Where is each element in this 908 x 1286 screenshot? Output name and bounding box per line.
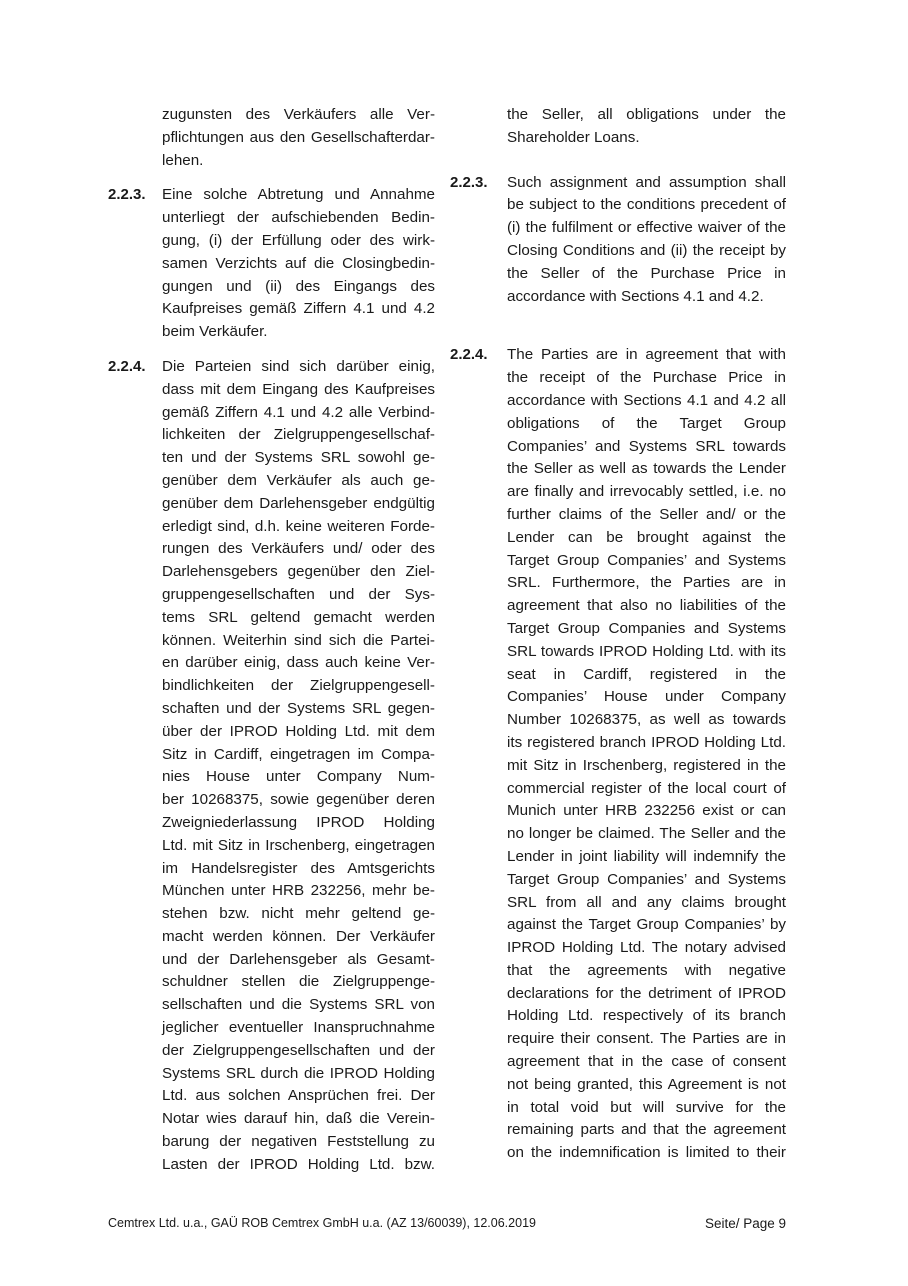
english-column xyxy=(450,104,786,1177)
text-line: Munich unter HRB 232256 exist or can xyxy=(507,802,786,820)
text-line: that the agreements with negative xyxy=(507,961,786,979)
text-line: Notar wies darauf hin, daß die Verein- xyxy=(162,1110,435,1128)
text-line: rungen des Verkäufers und/ oder des xyxy=(162,540,435,558)
text-line: declarations for the detriment of IPROD xyxy=(507,984,786,1002)
german-column xyxy=(108,104,435,1189)
section-text xyxy=(507,104,786,150)
text-line: über der IPROD Holding Ltd. mit dem xyxy=(162,722,435,740)
text-line: Shareholder Loans. xyxy=(507,128,640,146)
text-line: Target Group Companies’ and Systems xyxy=(507,870,786,888)
text-line: the Seller of the Purchase Price in xyxy=(507,264,786,282)
text-line: seat in Cardiff, registered in the xyxy=(507,665,786,683)
text-line: the receipt of the Purchase Price in xyxy=(507,369,786,387)
text-line: Ltd. aus solchen Ansprüchen frei. Der xyxy=(162,1087,435,1105)
text-line: unterliegt der aufschiebenden Bedin- xyxy=(162,209,435,227)
footer-reference: Cemtrex Ltd. u.a., GAÜ ROB Cemtrex GmbH u.a. (AZ 13/60039), 12.06.2019 xyxy=(108,1216,536,1230)
text-line: obligations of the Target Group xyxy=(507,414,786,432)
text-line: lehen. xyxy=(162,151,204,169)
text-line: the Seller, all obligations under the xyxy=(507,106,786,123)
text-line: dass mit dem Eingang des Kaufpreises xyxy=(162,380,435,398)
text-line: bindlichkeiten der Zielgruppengesell- xyxy=(162,677,435,695)
section-text xyxy=(507,172,786,309)
text-line: Eine solche Abtretung und Annahme xyxy=(162,186,435,204)
text-line: sellschaften und die Systems SRL von xyxy=(162,996,435,1014)
text-line: in total void but will survive for the xyxy=(507,1098,786,1116)
text-line: gruppengesellschaften und der Sys- xyxy=(162,585,435,603)
text-line: jeglicher eventueller Inanspruchnahme xyxy=(162,1019,435,1037)
text-line: Systems SRL durch die IPROD Holding xyxy=(162,1064,435,1082)
page-number: Seite/ Page 9 xyxy=(704,1216,786,1231)
text-line: lichkeiten der Zielgruppengesellschaf- xyxy=(162,426,435,444)
text-line: macht werden können. Der Verkäufer xyxy=(162,927,435,945)
text-line: genüber dem Verkäufer als auch ge- xyxy=(162,471,435,489)
text-line: gung, (i) der Erfüllung oder des wirk- xyxy=(162,231,435,249)
section-number: 2.2.4. xyxy=(450,346,488,364)
text-line: können. Weiterhin sind sich die Partei- xyxy=(162,631,435,649)
text-line: Closing Conditions and (ii) the receipt by xyxy=(507,241,786,259)
text-line: its registered branch IPROD Holding Ltd. xyxy=(507,733,786,751)
text-line: accordance with Sections 4.1 and 4.2 all xyxy=(507,391,786,409)
text-line: Zweigniederlassung IPROD Holding xyxy=(162,813,435,831)
text-line: Die Parteien sind sich darüber einig, xyxy=(162,357,435,375)
section-paragraph xyxy=(108,104,435,172)
text-line: SRL towards IPROD Holding Ltd. with its xyxy=(507,642,786,660)
text-line: Number 10268375, as well as towards xyxy=(507,711,786,729)
text-line: schuldner stellen die Zielgruppenge- xyxy=(162,973,435,991)
text-line: against the Target Group Companies’ by xyxy=(507,916,786,934)
text-line: und der Darlehensgeber als Gesamt- xyxy=(162,950,435,968)
text-line: schaften und der Systems SRL gegen- xyxy=(162,699,435,717)
text-line: Kaufpreises gemäß Ziffern 4.1 und 4.2 xyxy=(162,300,435,318)
section-text xyxy=(507,344,786,1165)
text-line: commercial register of the local court of xyxy=(507,779,786,797)
text-line: IPROD Holding Ltd. The notary advised xyxy=(507,939,786,957)
text-line: zugunsten des Verkäufers alle Ver- xyxy=(162,106,435,123)
text-line: beim Verkäufer. xyxy=(162,323,268,341)
section-paragraph xyxy=(450,344,786,1165)
section-number: 2.2.4. xyxy=(108,357,146,375)
text-line: gungen und (ii) des Eingangs des xyxy=(162,277,435,295)
text-line: Lender in joint liability will indemnify the xyxy=(507,847,786,865)
text-line: Companies’ House under Company xyxy=(507,688,786,706)
text-line: are finally and irrevocably settled, i.e. no xyxy=(507,483,786,501)
text-line: not being granted, this Agreement is not xyxy=(507,1075,786,1093)
text-line: Ltd. mit Sitz in Irschenberg, eingetragen xyxy=(162,836,435,854)
text-line: pflichtungen aus den Gesellschafterdar- xyxy=(162,128,435,146)
section-text xyxy=(162,184,435,344)
text-line: no longer be claimed. The Seller and the xyxy=(507,825,786,843)
section-paragraph xyxy=(450,172,786,309)
text-line: Sitz in Cardiff, eingetragen im Compa- xyxy=(162,745,435,763)
section-number: 2.2.3. xyxy=(450,173,488,191)
text-line: Lender can be brought against the xyxy=(507,528,786,546)
section-paragraph xyxy=(108,356,435,1177)
section-paragraph xyxy=(108,184,435,344)
text-line: erledigt sind, d.h. keine weiteren Forde- xyxy=(162,517,435,535)
section-number: 2.2.3. xyxy=(108,186,146,204)
text-line: stehen bzw. nicht mehr geltend ge- xyxy=(162,905,435,923)
text-line: Target Group Companies and Systems xyxy=(507,619,786,637)
text-line: Holding Ltd. respectively of its branch xyxy=(507,1007,786,1025)
text-line: genüber dem Darlehensgeber endgültig xyxy=(162,494,435,512)
text-line: SRL. Furthermore, the Parties are in xyxy=(507,574,786,592)
text-line: Such assignment and assumption shall xyxy=(507,173,786,191)
text-line: mit Sitz in Irschenberg, registered in the xyxy=(507,756,786,774)
text-line: gemäß Ziffern 4.1 und 4.2 alle Verbind- xyxy=(162,403,435,421)
text-line: remaining parts and that the agreement xyxy=(507,1121,786,1139)
text-line: agreement that in the case of consent xyxy=(507,1053,786,1071)
text-line: Companies’ and Systems SRL towards xyxy=(507,437,786,455)
text-line: der Zielgruppengesellschaften und der xyxy=(162,1041,435,1059)
text-line: nies House unter Company Num- xyxy=(162,768,435,786)
text-line: require their consent. The Parties are in xyxy=(507,1030,786,1048)
text-line: Darlehensgebers gegenüber den Ziel- xyxy=(162,563,435,581)
text-line: Target Group Companies’ and Systems xyxy=(507,551,786,569)
text-line: ber 10268375, sowie gegenüber deren xyxy=(162,791,435,809)
text-line: samen Verzichts auf die Closingbedin- xyxy=(162,254,435,272)
section-paragraph xyxy=(450,104,786,150)
text-line: SRL from all and any claims brought xyxy=(507,893,786,911)
text-line: Lasten der IPROD Holding Ltd. bzw. xyxy=(162,1155,435,1173)
text-line: the Seller as well as towards the Lender xyxy=(507,460,786,478)
text-line: further claims of the Seller and/ or the xyxy=(507,505,786,523)
text-line: ten und der Systems SRL sowohl ge- xyxy=(162,449,435,467)
text-line: (i) the fulfilment or effective waiver of the xyxy=(507,219,786,237)
text-line: im Handelsregister des Amtsgerichts xyxy=(162,859,435,877)
text-line: agreement that also no liabilities of the xyxy=(507,597,786,615)
text-line: en darüber einig, dass auch keine Ver- xyxy=(162,654,435,672)
section-text xyxy=(162,356,435,1177)
text-line: be subject to the conditions precedent of xyxy=(507,196,786,214)
text-line: barung der negativen Feststellung zu xyxy=(162,1133,435,1151)
text-line: on the indemnification is limited to their xyxy=(507,1144,786,1162)
text-line: München unter HRB 232256, mehr be- xyxy=(162,882,435,900)
section-text xyxy=(162,104,435,172)
text-line: tems SRL geltend gemacht werden xyxy=(162,608,435,626)
text-line: The Parties are in agreement that with xyxy=(507,346,786,364)
text-line: accordance with Sections 4.1 and 4.2. xyxy=(507,287,764,305)
